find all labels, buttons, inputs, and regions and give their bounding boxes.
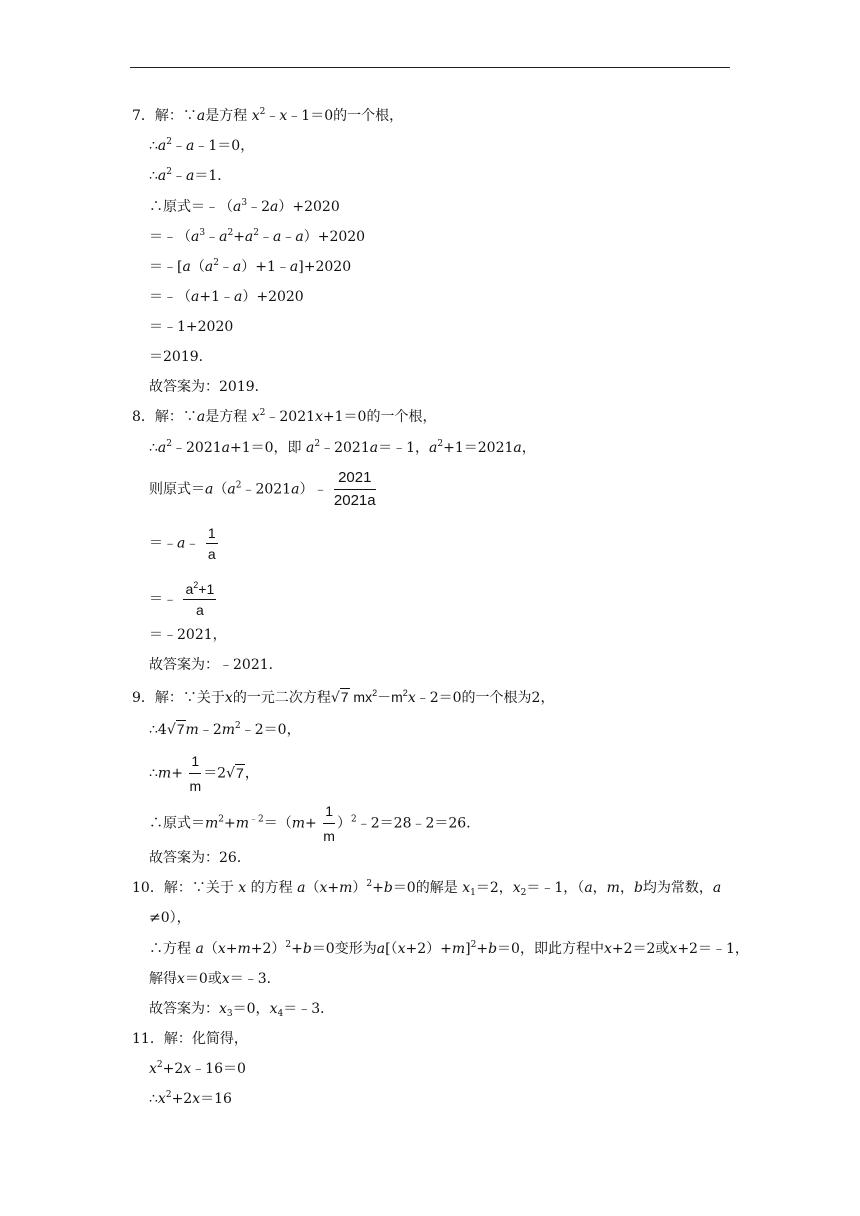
q11-step-2: $\therefore x^2+2x=16$ [149,1090,232,1107]
q7-step-5: $=﹣[a(a^2﹣a)+1﹣a]+2020$ [149,258,352,275]
q9-step-3: ∴原式$=m^2+m^{﹣2}=(m+$ $\frac{1}{m}$ ）$^2$﹣2＝28﹣2＝26． [149,800,480,847]
q7-step-6: ＝﹣（a+1﹣a）+2020 [149,289,304,305]
fraction-2021-over-2021a: $\frac{2021}{2021a}$ [333,469,376,509]
q8-step-2: 则原式$=a(a^2﹣2021a)﹣$ $\frac{2021}{2021a}$ [149,469,376,509]
q9-step-2: ∴m+ $\frac{1}{m}$ ＝2√7， [149,750,259,797]
q10-line-1: 10．解：∵关于 x 的方程 $a(x+m)^2+b=0$的解是 $x_1=2$，$x_2=﹣1$，（a，m，b均为常数，a [132,879,722,898]
fraction-1-over-a: $\frac{1}{a}$ [207,525,216,562]
q7-answer: 故答案为：2019． [149,379,269,395]
q11-step-1: $x^2+2x﹣16=0$ [149,1060,246,1077]
q9-step-1: $\therefore 4√7m﹣2m^2﹣2=0$， [149,721,301,738]
q11-line-1: 11．解：化简得， [132,1031,248,1047]
header-rule [130,67,730,68]
fraction-1-over-m-2: $\frac{1}{m}$ [323,800,335,847]
q8-answer: 故答案为：﹣2021． [149,657,283,673]
q10-step-1: ∴方程 $a(x+m+2)^2+b=0$变形为$a[(x+2)+m]^2+b=0$，即此方程中x+2＝2或x+2＝﹣1， [149,940,749,957]
q10-line-2: ≠0）， [149,910,191,926]
q8-step-3: ＝﹣a﹣ $\frac{1}{a}$ [149,525,216,562]
q8-step-4: ＝﹣ $\frac{a^2+1}{a}$ [149,580,215,618]
q7-step-1: $\therefore a^2﹣a﹣1=0$， [149,137,255,154]
q8-line-1: 8．解：∵a是方程 $x^2﹣2021x+1=0$的一个根， [132,408,437,425]
q7-step-4: $=﹣(a^3﹣a^2+a^2﹣a﹣a)+2020$ [149,228,366,245]
q10-answer: 故答案为：$x_3=0$，$x_4=﹣3$． [149,1001,335,1019]
q7-step-3: ∴原式$=﹣(a^3﹣2a)+2020$ [149,198,340,215]
q9-answer: 故答案为：26． [149,850,251,866]
q8-step-5: ＝﹣2021， [149,627,227,643]
q9-line-1: 9．解：∵关于x的一元二次方程√7 $mx^2-m^2x﹣2=0$的一个根为2， [132,688,555,706]
q7-step-7: ＝﹣1+2020 [149,319,234,335]
q7-line-1: 7．解：∵a是方程 $x^2﹣x﹣1=0$的一个根， [132,107,404,124]
q7-step-2: $\therefore a^2﹣a=1$． [149,167,232,184]
q7-step-8: ＝2019． [149,349,213,365]
q8-step-1: $\therefore a^2﹣2021a+1=0$，即 $a^2﹣2021a=﹣1$，$a^2+1=2021a$， [149,439,536,456]
fraction-1-over-m: $\frac{1}{m}$ [189,750,201,797]
fraction-a2plus1-over-a: $\frac{a^2+1}{a}$ [185,580,215,618]
q10-step-2: 解得x＝0或x＝﹣3． [149,971,281,987]
